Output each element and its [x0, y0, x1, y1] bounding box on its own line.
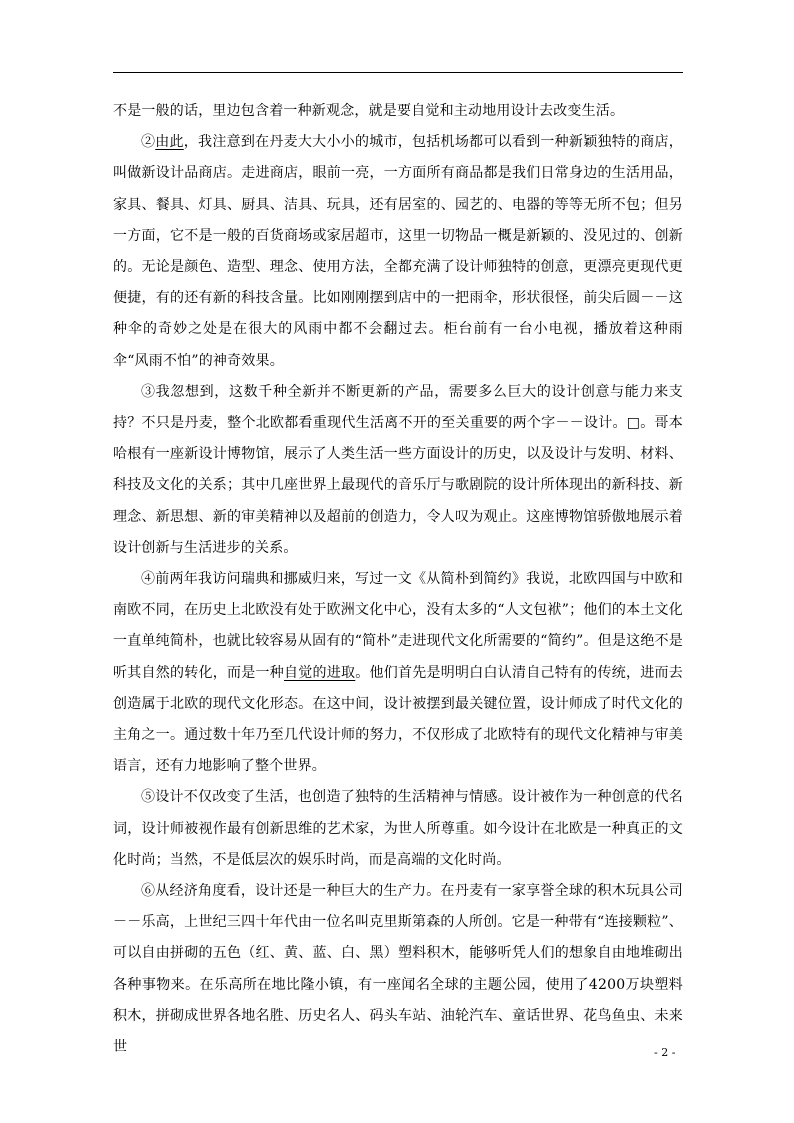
header-rule [113, 72, 683, 73]
paragraph-2 [113, 127, 683, 377]
underlined-phrase-zijue-de-jinqu: 自觉的进取 [284, 664, 356, 681]
paragraph-text: ④前两年我访问瑞典和挪威归来，写过一文《从简朴到简约》我说，北欧四国与中欧和南欧不同，在历史上北欧没有处于欧洲文化中心，没有太多的“人文包袱”；他们的本土文化一直单纯简朴，也就比较容易从固有的“简朴”走进现代文化所需要的“简约”。但是这绝不是听其自然的转化，而是一种 [113, 571, 683, 681]
paragraph-text: ③我忽想到，这数千种全新并不断更新的产品，需要多么巨大的设计创意与能力来支持？不只是丹麦，整个北欧都看重现代生活离不开的至关重要的两个字－－设计。□。哥本哈根有一座新设计博物馆，展示了人类生活一些方面设计的历史，以及设计与发明、材料、科技及文化的关系；其中几座世界上最现代的音乐厅与歌剧院的设计所体现出的新科技、新理念、新思想、新的审美精神以及超前的创造力，令人叹为观止。这座博物馆骄傲地展示着设计创新与生活进步的关系。 [113, 383, 683, 556]
underlined-phrase-you-ci: 由此 [155, 134, 184, 151]
paragraph-text: 。他们首先是明明白白认清自己特有的传统，进而去创造属于北欧的现代文化形态。在这中间，设计被摆到最关键位置，设计师成了时代文化的主角之一。通过数十年乃至几代设计师的努力，不仅形成了北欧特有的现代文化精神与审美语言，还有力地影响了整个世界。 [113, 664, 683, 775]
paragraph-continuation [113, 96, 683, 127]
paragraph-6 [113, 876, 683, 1063]
document-body [113, 96, 683, 1063]
paragraph-text: ② [141, 134, 156, 151]
paragraph-3 [113, 377, 683, 564]
paragraph-text: 不是一般的话，里边包含着一种新观念，就是要自觉和主动地用设计去改变生活。 [113, 103, 625, 119]
page-number: - 2 - [654, 1046, 676, 1059]
paragraph-4 [113, 564, 683, 782]
paragraph-5 [113, 782, 683, 876]
paragraph-text: ，我注意到在丹麦大大小小的城市，包括机场都可以看到一种新颖独特的商店，叫做新设计品商店。走进商店，眼前一亮，一方面所有商品都是我们日常身边的生活用品，家具、餐具、灯具、厨具、洁具、玩具，还有居室的、园艺的、电器的等等无所不包；但另一方面，它不是一般的百货商场或家居超市，这里一切物品一概是新颖的、没见过的、创新的。无论是颜色、造型、理念、使用方法，全都充满了设计师独特的创意，更漂亮更现代更便捷，有的还有新的科技含量。比如刚刚摆到店中的一把雨伞，形状很怪，前尖后圆－－这种伞的奇妙之处是在很大的风雨中都不会翻过去。柜台前有一台小电视，播放着这种雨伞“风雨不怕”的神奇效果。 [113, 134, 683, 369]
paragraph-text: ⑥从经济角度看，设计还是一种巨大的生产力。在丹麦有一家享誉全球的积木玩具公司－－乐高，上世纪三四十年代由一位名叫克里斯第森的人所创。它是一种带有“连接颗粒”、可以自由拼砌的五色（红、黄、蓝、白、黑）塑料积木，能够听凭人们的想象自由地堆砌出各种事物来。在乐高所在地比隆小镇，有一座闻名全球的主题公园，使用了4200万块塑料积木，拼砌成世界各地名胜、历史名人、码头车站、油轮汽车、童话世界、花鸟鱼虫、未来世 [113, 883, 683, 1056]
paragraph-text: ⑤设计不仅改变了生活，也创造了独特的生活精神与情感。设计被作为一种创意的代名词，设计师被视作最有创新思维的艺术家，为世人所尊重。如今设计在北欧是一种真正的文化时尚；当然，不是低层次的娱乐时尚，而是高端的文化时尚。 [113, 789, 683, 868]
